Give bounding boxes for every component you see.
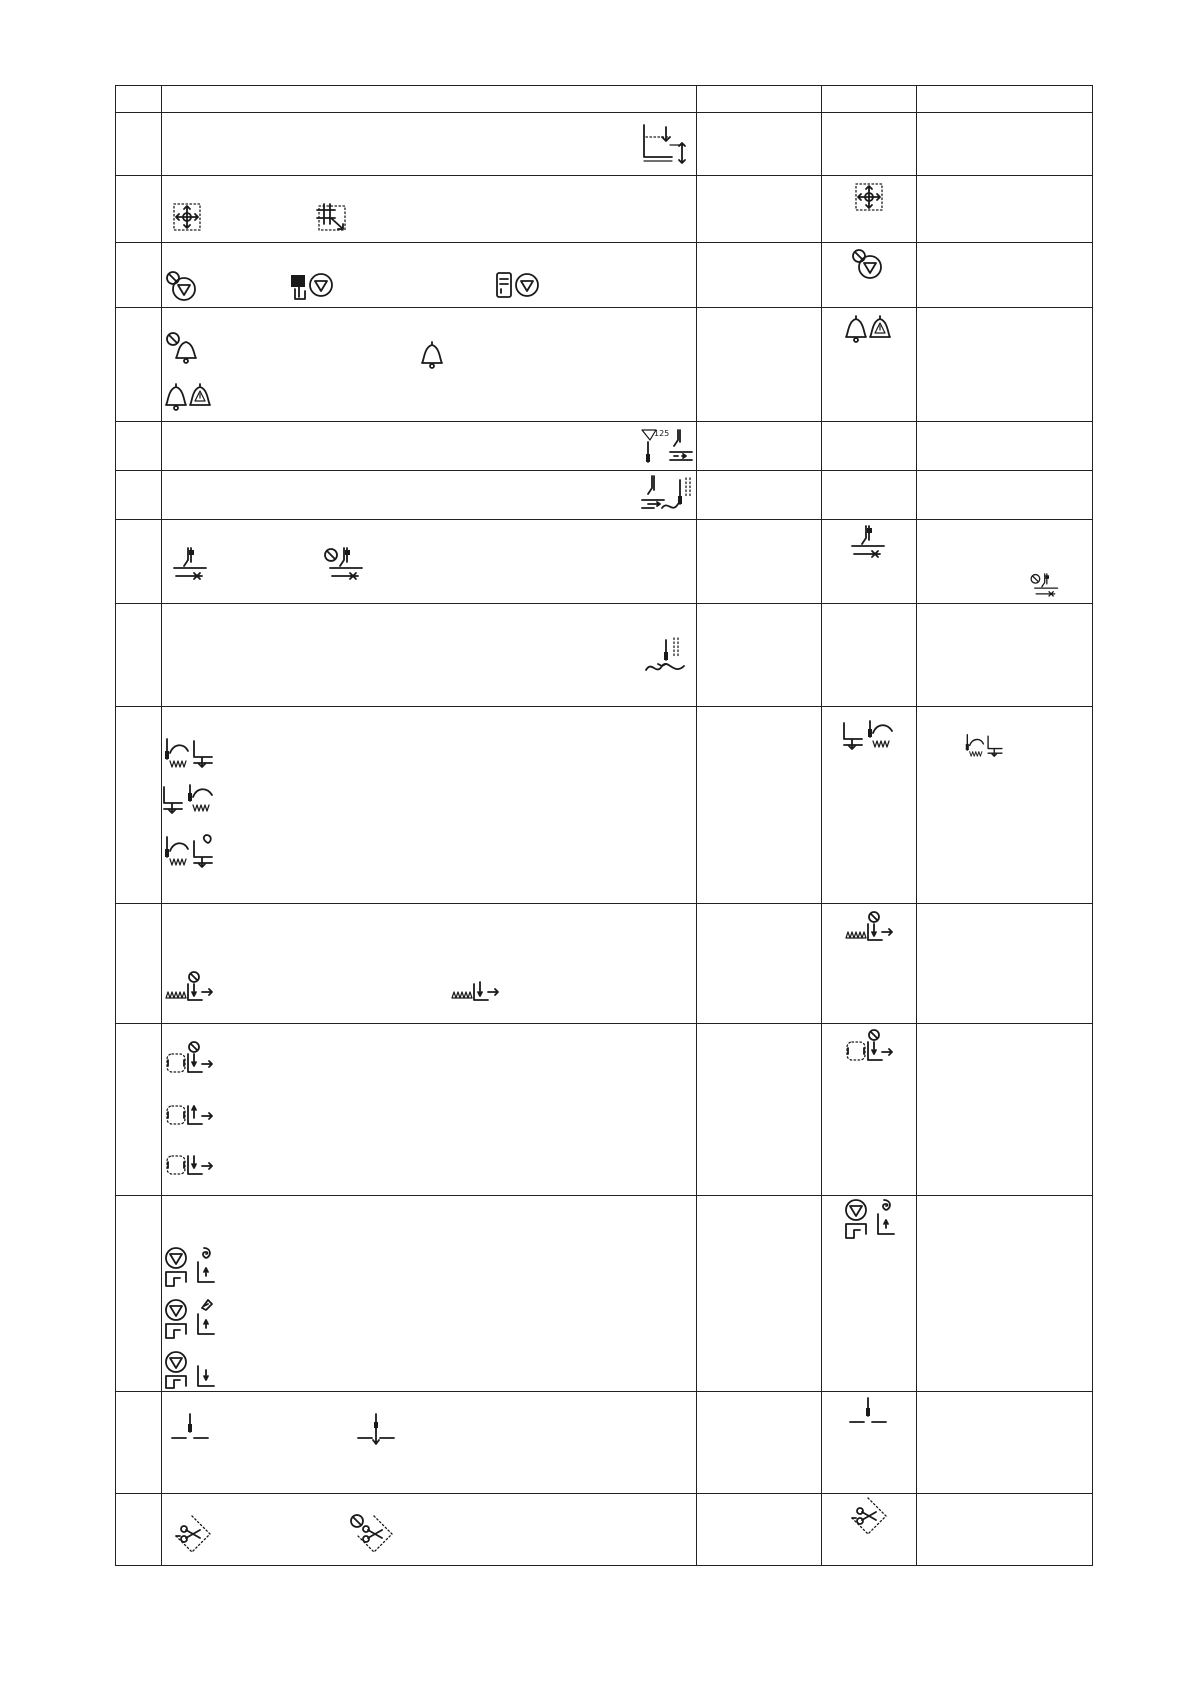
table-row [116,471,1093,520]
row-description [162,243,697,308]
needle-up-icon [170,1412,210,1446]
table-row [116,308,1093,422]
row-number [116,604,162,707]
zigzag-on-icon [450,980,502,1006]
table-row [116,1196,1093,1392]
stop-presser-down-icon [164,1350,218,1390]
row-number [116,422,162,471]
table-row [116,707,1093,904]
row-number [116,243,162,308]
header-range [697,86,822,113]
table-row [116,904,1093,1024]
buzzer-icon [419,340,445,370]
stop-disabled-icon [164,269,198,303]
thread-trim-icon [850,1496,888,1536]
row-description [162,707,697,904]
buzzer-off-icon [164,330,204,366]
parameter-table [115,85,1093,1566]
row-default [822,1024,917,1196]
row-number [116,904,162,1024]
needle-down-icon [356,1412,396,1448]
row-number [116,308,162,422]
needle-feed-off-icon [1029,572,1059,600]
table-row [116,176,1093,243]
row-default [822,1494,917,1566]
row-description [162,1024,697,1196]
wiper-alt-presser-up-icon [164,1298,218,1340]
header-no [116,86,162,113]
loop-down-icon [164,1152,214,1180]
buzzer-alarm-icon [844,314,894,344]
table-row [116,1494,1093,1566]
row-number [116,1024,162,1196]
row-default [822,707,917,904]
row-number [116,1494,162,1566]
row-number [116,707,162,904]
move-cross-icon [854,182,884,212]
needle-feed-off-icon [322,546,364,584]
row-notes [917,707,1093,904]
row-number [116,1196,162,1392]
needle-feed-on-icon [850,524,886,562]
wiper-presser-up-icon [844,1198,898,1240]
buzzer-alarm-icon [164,382,214,412]
row-description [162,1392,697,1494]
zigzag-off-icon [844,910,896,946]
svg-text:125: 125 [654,429,670,438]
header-description [162,86,697,113]
row-description [162,904,697,1024]
row-notes [917,520,1093,604]
needle-feed-icon [640,474,694,516]
table-row [116,520,1093,604]
stop-disabled-icon [850,247,884,281]
loop-off-icon [844,1028,894,1068]
move-diagonal-icon [315,202,347,232]
needle-up-icon [848,1396,888,1430]
zigzag-off-icon [164,970,216,1006]
needle-wave-icon [644,636,690,678]
row-description [162,604,697,707]
table-row [116,243,1093,308]
table-row [116,604,1093,707]
row-number [116,471,162,520]
thread-trim-off-icon [348,1512,394,1554]
table-row [116,113,1093,176]
row-description [162,471,697,520]
row-default [822,1392,917,1494]
table-row [116,1392,1093,1494]
loop-up-icon [164,1102,214,1130]
table-row [116,422,1093,471]
wiper-presser-up-icon [164,1246,218,1288]
row-number [116,520,162,604]
row-default [822,243,917,308]
row-description [162,176,697,243]
row-description [162,520,697,604]
row-number [116,1392,162,1494]
seam-presser-b-icon [842,719,898,753]
row-default [822,308,917,422]
row-description [162,1196,697,1392]
row-default [822,1196,917,1392]
row-description [162,422,697,471]
header-initial [822,86,917,113]
row-number [116,176,162,243]
table-row [116,1024,1093,1196]
row-default [822,904,917,1024]
speed-needle-icon [640,426,694,468]
thread-trim-icon [174,1514,212,1554]
row-description [162,1494,697,1566]
needle-feed-on-icon [172,546,208,584]
row-description [162,113,697,176]
hand-stop-icon [289,271,337,303]
seam-presser-a-icon [965,733,1005,761]
seam-presser-c-icon [164,833,216,873]
panel-stop-icon [495,271,543,303]
row-number [116,113,162,176]
move-cross-icon [172,202,202,232]
seam-presser-b-icon [162,783,218,817]
row-default [822,520,917,604]
loop-off-icon [164,1040,214,1080]
seam-presser-a-icon [164,737,216,773]
row-description [162,308,697,422]
header-notes [917,86,1093,113]
table-header-row [116,86,1093,113]
presser-height-icon [640,123,688,167]
row-default [822,176,917,243]
